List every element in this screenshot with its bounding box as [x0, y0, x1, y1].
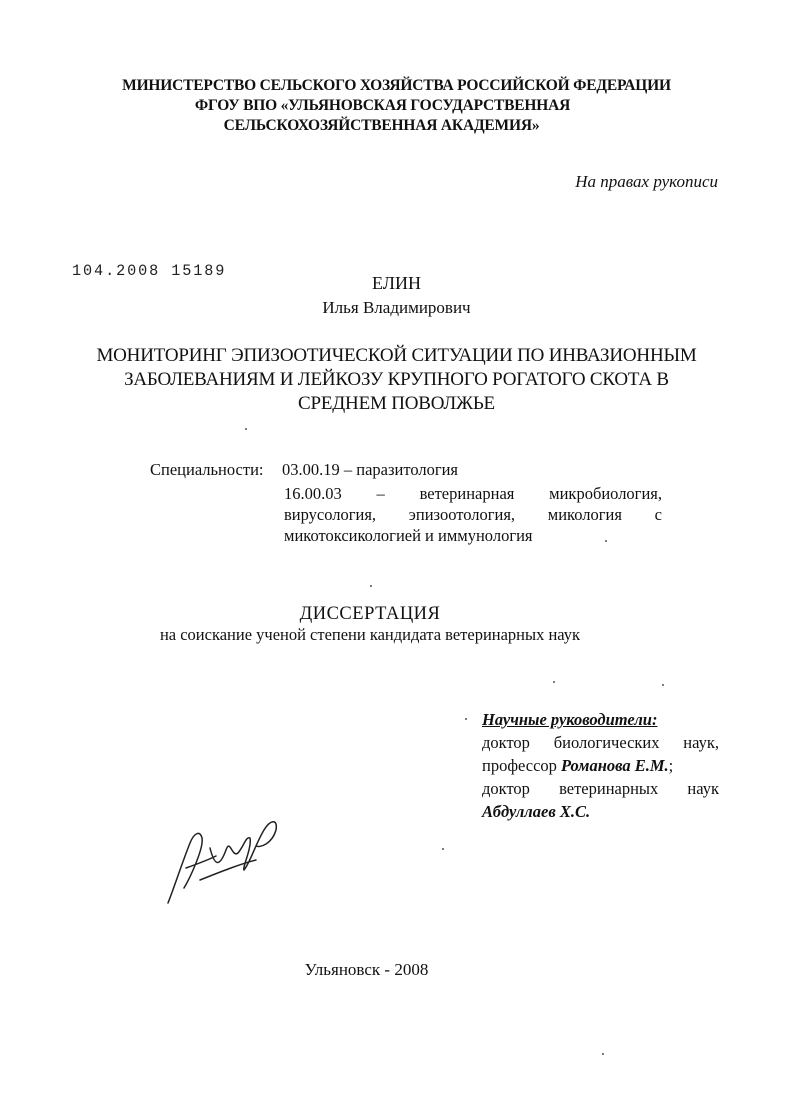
specialty-second: [284, 483, 662, 546]
scan-speck: [662, 684, 664, 686]
supervisor-1-name-line: [482, 754, 719, 777]
specialties-label: Специальности:: [150, 460, 264, 479]
document-type: ДИССЕРТАЦИЯ: [299, 604, 441, 624]
manuscript-note: На правах рукописи: [575, 172, 718, 191]
scan-speck: [605, 540, 607, 542]
city-year: Ульяновск - 2008: [304, 960, 429, 979]
author-name: Илья Владимирович: [322, 298, 471, 317]
ministry-line-2: ФГОУ ВПО «УЛЬЯНОВСКАЯ ГОСУДАРСТВЕННАЯ: [194, 97, 571, 114]
scan-speck: [245, 428, 247, 430]
ministry-header: [0, 76, 793, 136]
dissertation-topic: [60, 344, 733, 416]
handwritten-signature: [160, 808, 290, 908]
specialty-first: 03.00.19 – паразитология: [282, 460, 459, 479]
supervisor-1-degree: доктор биологических наук,: [482, 733, 719, 752]
scan-speck: [370, 585, 372, 587]
supervisor-1-name: Романова Е.М.: [561, 756, 669, 775]
topic-line-1: МОНИТОРИНГ ЭПИЗООТИЧЕСКОЙ СИТУАЦИИ ПО ИНВАЗИОННЫМ: [96, 345, 697, 366]
specialty-second-line-2: вирусология, эпизоотология, микология с: [284, 505, 662, 524]
supervisors-block: [482, 708, 719, 823]
specialty-second-line-3: микотоксикологией и иммунология: [284, 526, 533, 545]
supervisor-1-title: профессор: [482, 756, 562, 775]
specialty-second-line-1: 16.00.03 – ветеринарная микробиология,: [284, 484, 662, 503]
supervisor-2-name: Абдуллаев Х.С.: [482, 802, 591, 821]
topic-line-3: СРЕДНЕМ ПОВОЛЖЬЕ: [298, 393, 495, 414]
supervisor-2-degree: доктор ветеринарных наук: [482, 779, 719, 798]
topic-line-2: ЗАБОЛЕВАНИЯМ И ЛЕЙКОЗУ КРУПНОГО РОГАТОГО СКОТА В: [124, 369, 669, 390]
ministry-line-3: СЕЛЬСКОХОЗЯЙСТВЕННАЯ АКАДЕМИЯ»: [223, 117, 540, 134]
scan-speck: [442, 848, 444, 850]
scan-speck: [553, 681, 555, 683]
ministry-line-1: МИНИСТЕРСТВО СЕЛЬСКОГО ХОЗЯЙСТВА РОССИЙСКОЙ ФЕДЕРАЦИИ: [122, 77, 671, 94]
degree-subtitle: на соискание ученой степени кандидата ветеринарных наук: [159, 625, 581, 644]
scan-speck: [602, 1053, 604, 1055]
scan-speck: [465, 718, 467, 720]
supervisor-1-punct: ;: [668, 756, 674, 775]
author-surname: ЕЛИН: [372, 273, 421, 293]
supervisors-heading: Научные руководители:: [482, 710, 658, 729]
registry-stamp: 104.2008 15189: [72, 262, 227, 280]
